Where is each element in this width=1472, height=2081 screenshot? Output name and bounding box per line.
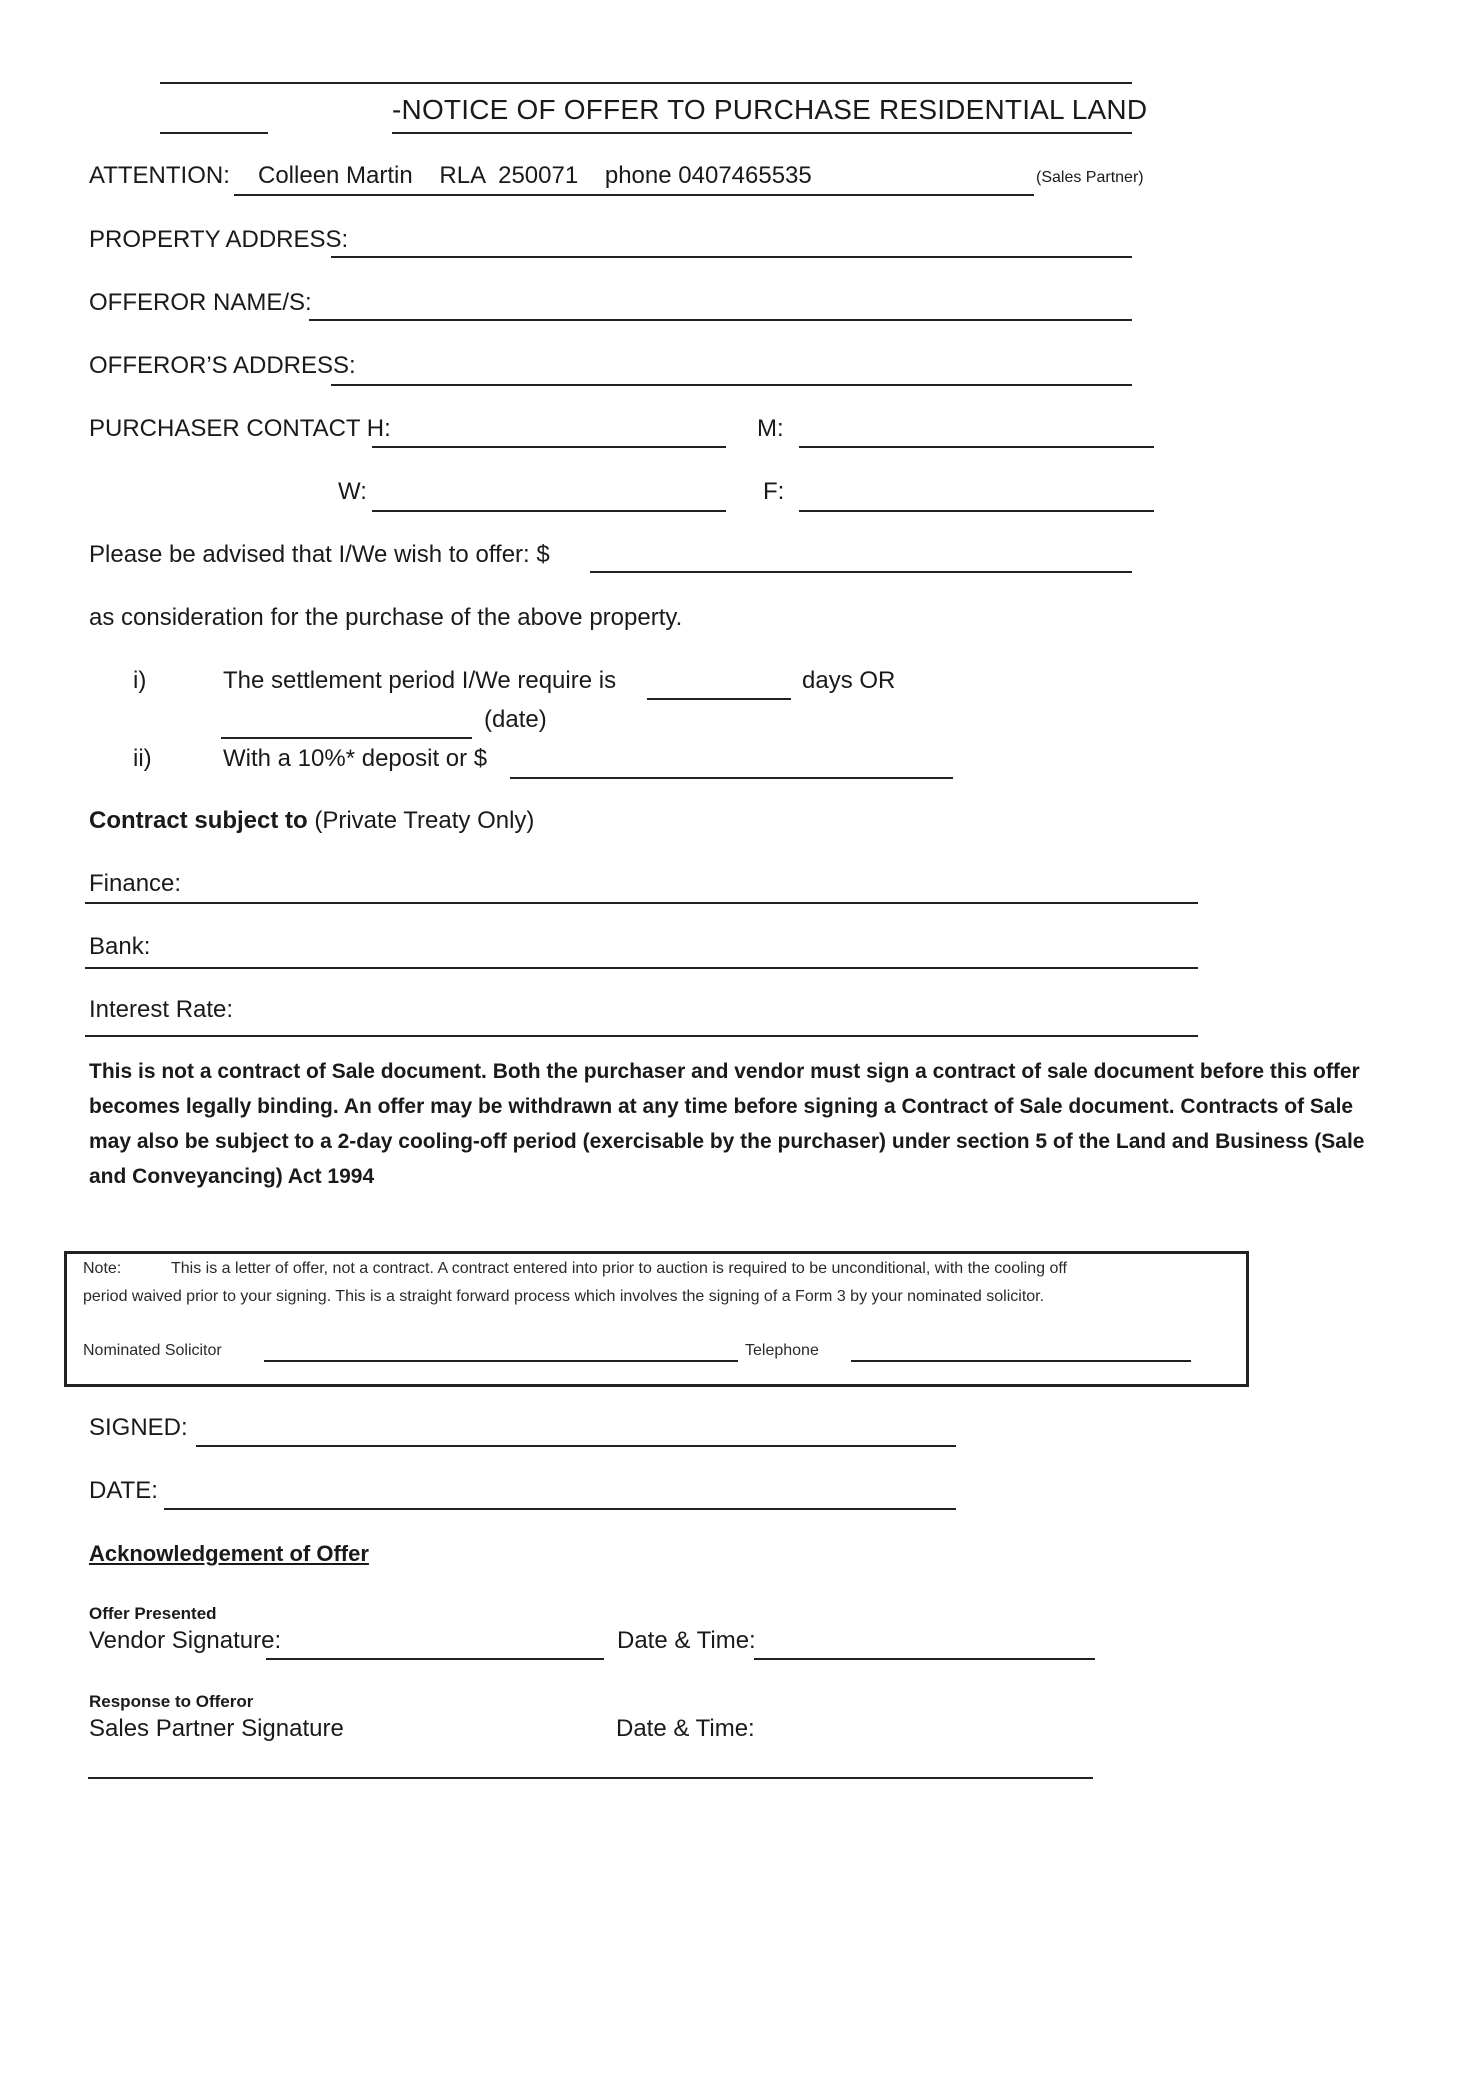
- vendor-signature-label: Vendor Signature:: [89, 1627, 282, 1654]
- telephone-field[interactable]: [851, 1340, 1191, 1362]
- date-label: (date): [484, 706, 547, 733]
- sales-partner-signature-label: Sales Partner Signature: [89, 1715, 344, 1742]
- item-i-text: The settlement period I/We require is: [223, 667, 617, 694]
- offer-line-label: Please be advised that I/We wish to offer: $: [89, 541, 550, 568]
- contact-w-field[interactable]: [372, 484, 726, 512]
- date-signature-label: DATE:: [89, 1477, 158, 1504]
- note-line-1: This is a letter of offer, not a contract. A contract entered into prior to auction is required to be unconditional, with the cooling off: [171, 1260, 1067, 1277]
- bank-label: Bank:: [89, 933, 151, 960]
- offeror-names-field[interactable]: [309, 293, 1132, 321]
- signed-label: SIGNED:: [89, 1414, 188, 1441]
- bank-field[interactable]: [85, 941, 1198, 969]
- date-time-label-2: Date & Time:: [616, 1715, 755, 1742]
- property-address-field[interactable]: [331, 230, 1132, 258]
- offeror-names-label: OFFEROR NAME/S:: [89, 289, 312, 316]
- offer-consideration-text: as consideration for the purchase of the above property.: [89, 604, 683, 631]
- settlement-date-field[interactable]: [221, 711, 472, 739]
- offeror-address-field[interactable]: [331, 358, 1132, 386]
- date-time-label-1: Date & Time:: [617, 1627, 756, 1654]
- note-label: Note:: [83, 1260, 122, 1277]
- acknowledgement-heading: Acknowledgement of Offer: [89, 1541, 369, 1566]
- item-ii-text: With a 10%* deposit or $: [223, 745, 488, 772]
- signed-field[interactable]: [196, 1419, 956, 1447]
- contact-f-label: F:: [763, 478, 785, 505]
- item-i-suffix: days OR: [802, 667, 896, 694]
- header-left-rule: [160, 132, 268, 134]
- header-top-rule: [160, 82, 1132, 84]
- contract-heading: [89, 807, 534, 835]
- finance-label: Finance:: [89, 870, 182, 897]
- contact-m-field[interactable]: [799, 420, 1154, 448]
- settlement-days-field[interactable]: [647, 672, 791, 700]
- contract-heading-bold: Contract subject to: [89, 807, 308, 834]
- offeror-address-label: OFFEROR’S ADDRESS:: [89, 352, 356, 379]
- contract-heading-rest: (Private Treaty Only): [314, 807, 535, 834]
- attention-suffix: (Sales Partner): [1036, 169, 1144, 186]
- deposit-field[interactable]: [510, 751, 953, 779]
- response-to-offeror-label: Response to Offeror: [89, 1692, 254, 1711]
- offer-amount-field[interactable]: [590, 545, 1132, 573]
- interest-rate-field[interactable]: [85, 1009, 1198, 1037]
- note-line-2: period waived prior to your signing. This is a straight forward process which involves the signing of a Form 3 by your nominated solicitor.: [83, 1288, 1045, 1305]
- attention-label: ATTENTION:: [89, 162, 230, 189]
- purchaser-contact-h-field[interactable]: [372, 420, 726, 448]
- telephone-label: Telephone: [745, 1342, 819, 1359]
- contact-m-label: M:: [757, 415, 784, 442]
- property-address-label: PROPERTY ADDRESS:: [89, 226, 349, 253]
- vendor-signature-field[interactable]: [266, 1632, 604, 1660]
- sales-partner-signature-field[interactable]: [88, 1751, 1093, 1779]
- offer-presented-label: Offer Presented: [89, 1604, 217, 1623]
- page-title: -NOTICE OF OFFER TO PURCHASE RESIDENTIAL LAND: [392, 94, 1148, 125]
- finance-field[interactable]: [85, 876, 1198, 904]
- attention-value: Colleen Martin RLA 250071 phone 0407465535: [258, 162, 812, 189]
- legal-notice: This is not a contract of Sale document. Both the purchaser and vendor must sign a contract of sale document before this offer becomes legally binding. An offer may be withdrawn at any time before signing a Contract of Sale document. Contracts of Sale may also be subject to a 2-day cooling-off period (exercisable by the purchaser) under section 5 of the Land and Business (Sale and Conveyancing) Act 1994: [89, 1060, 1365, 1188]
- item-i-number: i): [133, 667, 147, 694]
- date-time-field-1[interactable]: [754, 1632, 1095, 1660]
- contact-f-field[interactable]: [799, 484, 1154, 512]
- contact-w-label: W:: [338, 478, 367, 505]
- nominated-solicitor-field[interactable]: [264, 1340, 738, 1362]
- nominated-solicitor-label: Nominated Solicitor: [83, 1342, 222, 1359]
- item-ii-number: ii): [133, 745, 152, 772]
- interest-rate-label: Interest Rate:: [89, 996, 234, 1023]
- header-right-rule: [392, 132, 1132, 134]
- purchaser-contact-h-label: PURCHASER CONTACT H:: [89, 415, 391, 442]
- date-signature-field[interactable]: [164, 1482, 956, 1510]
